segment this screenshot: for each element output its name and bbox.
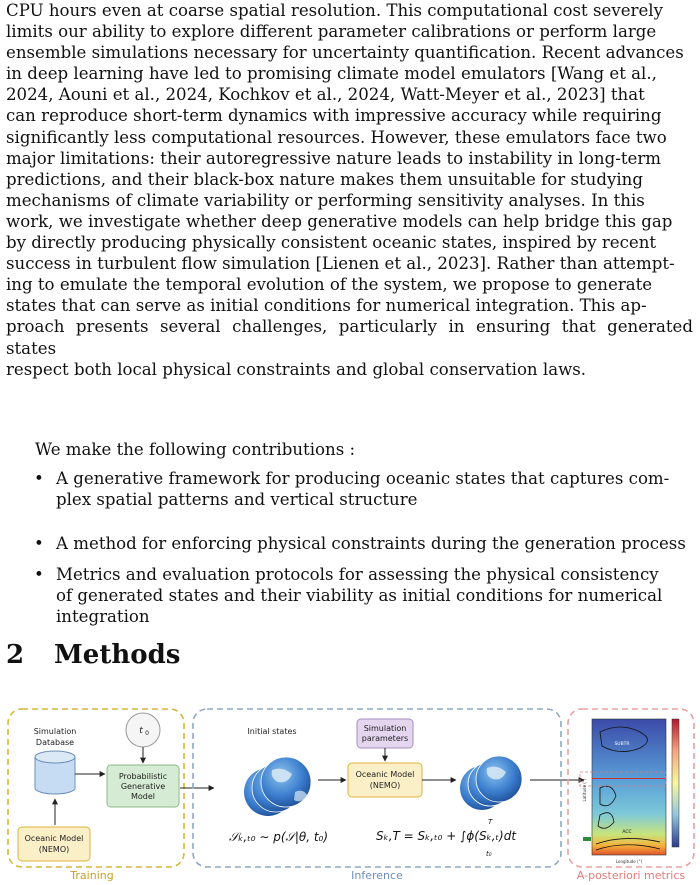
list-item: [34, 468, 694, 510]
database-label: Simulation: [33, 727, 77, 736]
current-label: ACC: [622, 830, 632, 835]
streamfunction-map: [580, 719, 666, 864]
text-line: can reproduce short-term dynamics with impressive accuracy while requiring: [6, 106, 662, 126]
sim-params-label: Simulation: [363, 724, 407, 733]
generative-model-label: Model: [130, 792, 156, 801]
text-line: ing to emulate the temporal evolution of the system, we propose to generate: [6, 275, 653, 295]
bullet-icon: •: [34, 565, 44, 584]
bullet-icon: •: [34, 469, 44, 488]
list-item-line: A method for enforcing physical constraints during the generation process: [56, 534, 686, 553]
text-line: mechanisms of climate variability or performing sensitivity analyses. In this: [6, 190, 645, 210]
list-item: [34, 564, 694, 627]
list-item: [34, 533, 694, 554]
list-item-line: Metrics and evaluation protocols for assessing the physical consistency: [56, 565, 659, 584]
text-line: states that can serve as initial conditions for numerical integration. This ap-: [6, 296, 647, 316]
intro-paragraph: [6, 0, 693, 380]
integral-lower-bound: t₀: [486, 850, 492, 858]
integration-equation: Sₖ,T = Sₖ,ₜ₀ + ∫ϕ(Sₖ,ₜ)dt: [376, 829, 517, 843]
training-nemo-box: [18, 827, 90, 861]
training-label: Training: [70, 869, 114, 882]
metrics-label: A-posteriori metrics: [576, 869, 686, 882]
text-line: respect both local physical constraints and global conservation laws.: [6, 359, 587, 379]
inference-nemo-label: (NEMO): [369, 781, 401, 790]
contributions-intro: We make the following contributions :: [35, 440, 356, 459]
text-line: success in turbulent flow simulation [Lienen et al., 2023]. Rather than attempt-: [6, 254, 675, 274]
section-heading: [6, 640, 180, 670]
sim-params-label: parameters: [361, 734, 409, 743]
sampling-equation: 𝒮ₖ,ₜ₀ ∼ p(𝒮|θ, t₀): [229, 830, 329, 844]
text-line: in deep learning have led to promising climate model emulators [Wang et al.,: [6, 64, 657, 84]
database-label: Database: [35, 738, 75, 747]
t0-subscript: 0: [145, 730, 149, 737]
map-ylabel: Latitude (°): [582, 778, 587, 802]
generative-model-label: Generative: [120, 782, 166, 791]
initial-states-label: Initial states: [247, 727, 297, 736]
metrics-panel: [568, 709, 694, 882]
training-nemo-label: Oceanic Model: [24, 834, 84, 843]
generative-model-label: Probabilistic: [118, 772, 168, 781]
text-line: 2024, Aouni et al., 2024, Kochkov et al., 2024, Watt-Meyer et al., 2023] that: [6, 85, 645, 105]
database-icon: [35, 751, 75, 794]
methods-figure: [0, 700, 700, 885]
integral-upper-bound: T: [488, 818, 493, 826]
inference-label: Inference: [351, 869, 403, 882]
list-item-line: integration: [56, 607, 150, 627]
text-line: CPU hours even at coarse spatial resolution. This computational cost severely: [6, 1, 663, 20]
t0-circle: [126, 713, 160, 747]
text-line: work, we investigate whether deep generative models can help bridge this gap: [6, 211, 673, 231]
text-line: ensemble simulations necessary for uncertainty quantification. Recent advances: [6, 43, 684, 63]
inference-nemo-label: Oceanic Model: [355, 770, 415, 779]
colorbar: [672, 719, 679, 847]
initial-states-globes-icon: [244, 757, 311, 816]
training-nemo-label: (NEMO): [38, 845, 70, 854]
inference-panel: [193, 709, 584, 882]
list-item-line: of generated states and their viability as initial conditions for numerical: [56, 586, 663, 606]
text-line: by directly producing physically consistent oceanic states, inspired by recent: [6, 233, 657, 253]
section-number: 2: [6, 640, 25, 670]
gyre-label: SUBTR: [614, 742, 630, 747]
text-line: major limitations: their autoregressive nature leads to instability in long-term: [6, 148, 661, 168]
inference-nemo-box: [348, 763, 422, 797]
training-panel: [8, 709, 214, 882]
text-line: significantly less computational resources. However, these emulators face two: [6, 127, 667, 147]
text-line: predictions, and their black-box nature makes them unsuitable for studying: [6, 169, 643, 189]
list-item-line: plex spatial patterns and vertical structure: [56, 490, 418, 510]
text-line: limits our ability to explore different parameter calibrations or perform large: [6, 22, 657, 42]
list-item-line: A generative framework for producing oceanic states that captures com-: [56, 469, 670, 488]
t0-label: t: [139, 726, 143, 736]
text-line: proach presents several challenges, particularly in ensuring that generated states: [6, 317, 693, 358]
section-title: Methods: [54, 640, 181, 670]
map-xlabel: Longitude (°): [615, 859, 643, 864]
output-states-globes-icon: [460, 756, 522, 810]
bullet-icon: •: [34, 534, 44, 553]
